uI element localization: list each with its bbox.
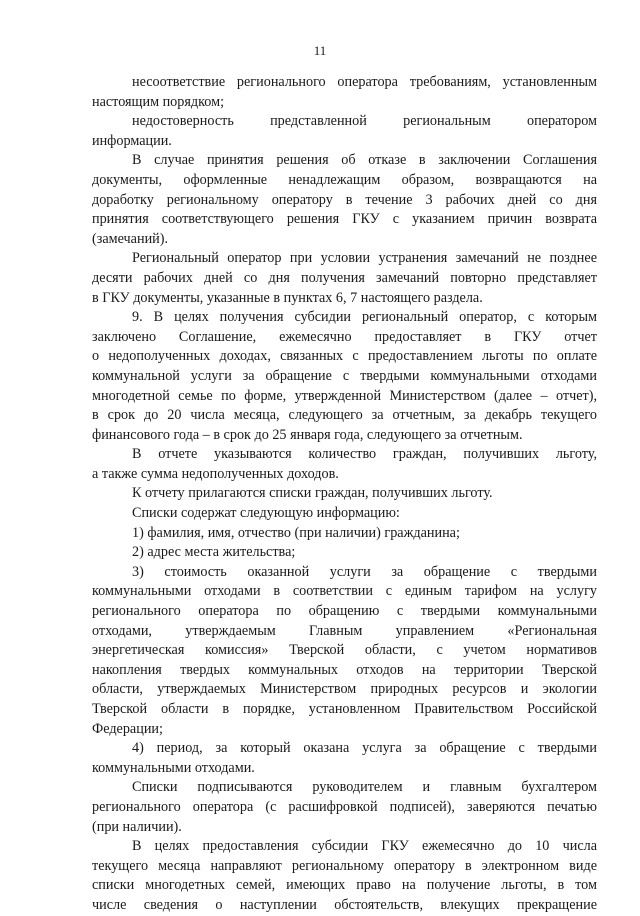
text-line: текущего месяца направляют региональному оператору в электронном виде bbox=[92, 857, 597, 874]
text-line: коммунальными отходами в соответствии с единым тарифом на услугу bbox=[92, 583, 597, 600]
text-line: в ГКУ документы, указанные в пунктах 6, 7 настоящего раздела. bbox=[92, 289, 483, 306]
text-line: регионального оператора по обращению с твердыми коммунальными bbox=[92, 603, 597, 620]
text-line: информации. bbox=[92, 132, 172, 149]
text-line: настоящим порядком; bbox=[92, 93, 225, 110]
text-line: доработку региональному оператору в течение 3 рабочих дней со дня bbox=[92, 191, 597, 208]
text-line: накопления твердых коммунальных отходов на территории Тверской bbox=[92, 661, 597, 678]
text-line: коммунальными отходами. bbox=[92, 759, 255, 776]
text-line: несоответствие регионального оператора требованиям, установленным bbox=[132, 74, 597, 90]
text-line: принятия соответствующего решения ГКУ с указанием причин возврата bbox=[92, 211, 597, 228]
text-line: 3) стоимость оказанной услуги за обращение с твердыми bbox=[132, 563, 597, 580]
text-line: Региональный оператор при условии устранения замечаний не позднее bbox=[132, 250, 597, 267]
text-line: заключено Соглашение, ежемесячно предоставляет в ГКУ отчет bbox=[92, 328, 597, 345]
text-line: В отчете указываются количество граждан, получивших льготу, bbox=[132, 446, 597, 463]
text-line: (замечаний). bbox=[92, 230, 169, 247]
text-line: Списки подписываются руководителем и главным бухгалтером bbox=[132, 779, 597, 796]
text-line: списки многодетных семей, имеющих право на получение льготы, в том bbox=[92, 877, 597, 894]
text-line: Списки содержат следующую информацию: bbox=[132, 505, 400, 522]
text-line: числе сведения о наступлении обстоятельств, влекущих прекращение bbox=[92, 896, 597, 913]
text-line: области, утверждаемых Министерством природных ресурсов и экологии bbox=[92, 681, 597, 698]
text-line: а также сумма недополученных доходов. bbox=[92, 465, 339, 482]
text-line: о недополученных доходах, связанных с предоставлением льготы по оплате bbox=[92, 348, 597, 365]
text-line: 1) фамилия, имя, отчество (при наличии) гражданина; bbox=[132, 524, 460, 541]
text-line: (при наличии). bbox=[92, 818, 182, 835]
text-line: В случае принятия решения об отказе в заключении Соглашения bbox=[132, 152, 597, 169]
text-line: Федерации; bbox=[92, 720, 163, 737]
text-line: регионального оператора (с расшифровкой подписей), заверяются печатью bbox=[92, 798, 597, 815]
text-line: недостоверность представленной региональным оператором bbox=[132, 113, 597, 130]
text-line: документы, оформленные ненадлежащим образом, возвращаются на bbox=[92, 171, 597, 188]
text-line: энергетическая комиссия» Тверской области, с учетом нормативов bbox=[92, 642, 597, 659]
text-line: К отчету прилагаются списки граждан, получивших льготу. bbox=[132, 485, 493, 502]
text-line: десяти рабочих дней со дня получения замечаний повторно представляет bbox=[92, 269, 597, 286]
text-line: 9. В целях получения субсидии региональный оператор, с которым bbox=[132, 309, 597, 326]
text-line: коммунальной услуги за обращение с твердыми коммунальными отходами bbox=[92, 367, 597, 384]
document-body bbox=[92, 73, 597, 916]
text-line: 4) период, за который оказана услуга за обращение с твердыми bbox=[132, 740, 597, 757]
text-line: В целях предоставления субсидии ГКУ ежемесячно до 10 числа bbox=[132, 838, 597, 855]
text-line: многодетной семье по форме, утвержденной Министерством (далее – отчет), bbox=[92, 387, 597, 404]
page-number: 11 bbox=[313, 43, 327, 58]
text-line: в срок до 20 числа месяца, следующего за отчетным, за декабрь текущего bbox=[92, 407, 597, 424]
text-line: Тверской области в порядке, установленном Правительством Российской bbox=[92, 701, 597, 717]
text-line: 2) адрес места жительства; bbox=[132, 544, 296, 561]
text-line: финансового года – в срок до 25 января года, следующего за отчетным. bbox=[92, 426, 523, 443]
text-line: отходами, утверждаемым Главным управлением «Региональная bbox=[92, 622, 597, 639]
